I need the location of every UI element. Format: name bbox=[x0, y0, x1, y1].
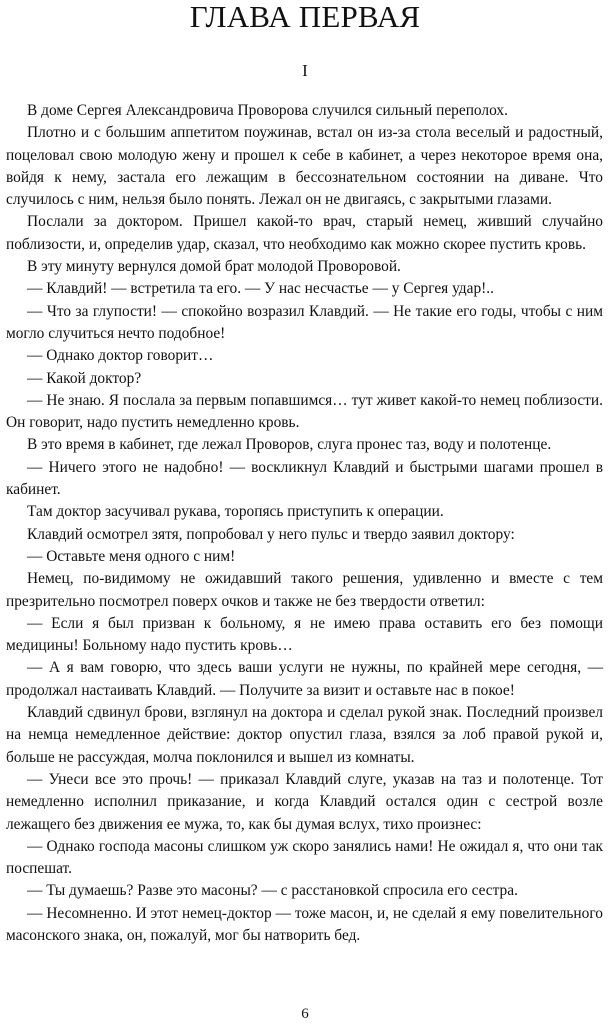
page-number: 6 bbox=[301, 1006, 309, 1022]
paragraph: В эту минуту вернулся домой брат молодой Проворовой. bbox=[27, 258, 401, 276]
paragraph: — Однако доктор говорит… bbox=[27, 347, 214, 365]
paragraph: Клавдий осмотрел зятя, попробовал у него пульс и твердо заявил доктору: bbox=[27, 525, 515, 543]
section-numeral: I bbox=[302, 61, 308, 80]
paragraph: Там доктор засучивал рукава, торопясь приступить к операции. bbox=[27, 503, 444, 521]
paragraph: — Однако господа масоны слишком уж скоро занялись нами! Не ожидал я, что они так поспешат. bbox=[6, 837, 603, 878]
paragraph: — А я вам говорю, что здесь ваши услуги не нужны, по крайней мере сегодня, — продолжал настаивать Клавдий. — Получите за визит и оставьте нас в покое! bbox=[6, 659, 603, 699]
paragraph: Клавдий сдвинул брови, взглянул на доктора и сделал рукой знак. Последний произвел на немца немедленное действие: доктор опустил глаза, взялся за лоб правой рукой и, больше не рассуждая, молча поклонился и вышел из комнаты. bbox=[6, 704, 603, 766]
paragraph: — Если я был призван к больному, я не имею права оставить его без помощи медицины! Больному надо пустить кровь… bbox=[6, 614, 603, 655]
paragraph: — Не знаю. Я послала за первым попавшимся… тут живет какой-то немец поблизости. Он говорит, надо пустить немедленно кровь. bbox=[6, 391, 603, 432]
paragraph: — Унеси все это прочь! — приказал Клавдий слуге, указав на таз и полотенце. Тот немедленно исполнил приказание, и когда Клавдий остался один с сестрой возле лежащего без движения ее мужа, то, как бы думая вслух, тихо произнес: bbox=[6, 770, 603, 833]
paragraph: Послали за доктором. Пришел какой-то врач, старый немец, живший случайно поблизости, и, определив удар, сказал, что необходимо как можно скорее пустить кровь. bbox=[6, 213, 603, 253]
paragraph: В доме Сергея Александровича Проворова случился сильный переполох. bbox=[27, 102, 508, 119]
paragraph: — Ты думаешь? Разве это масоны? — с расстановкой спросила его сестра. bbox=[27, 882, 518, 900]
paragraph: — Какой доктор? bbox=[27, 369, 142, 387]
paragraph: — Оставьте меня одного с ним! bbox=[27, 547, 236, 565]
body-text bbox=[6, 100, 603, 947]
paragraph: — Несомненно. И этот немец-доктор — тоже масон, и, не сделай я ему повелительного масонского знака, он, пожалуй, мог бы натворить бед. bbox=[6, 904, 603, 944]
chapter-title: ГЛАВА ПЕРВАЯ bbox=[189, 0, 421, 34]
paragraph: — Клавдий! — встретила та его. — У нас несчастье — у Сергея удар!.. bbox=[27, 280, 494, 298]
paragraph: — Ничего этого не надобно! — воскликнул Клавдий и быстрыми шагами прошел в кабинет. bbox=[6, 458, 603, 499]
paragraph: Плотно и с большим аппетитом поужинав, встал он из-за стола веселый и радостный, поцеловал свою молодую жену и прошел к себе в кабинет, а через некоторое время она, войдя к нему, застала его лежащим в бессознательном состоянии на диване. Что случилось с ним, нельзя было понять. Лежал он не двигаясь, с закрытыми глазами. bbox=[6, 124, 603, 209]
paragraph: — Что за глупости! — спокойно возразил Клавдий. — Не такие его годы, чтобы с ним могло случиться нечто подобное! bbox=[6, 302, 603, 342]
paragraph: В это время в кабинет, где лежал Проворов, слуга пронес таз, воду и полотенце. bbox=[27, 436, 552, 454]
paragraph: Немец, по-видимому не ожидавший такого решения, удивленно и вместе с тем презрительно посмотрел поверх очков и также не без твердости ответил: bbox=[6, 570, 603, 610]
